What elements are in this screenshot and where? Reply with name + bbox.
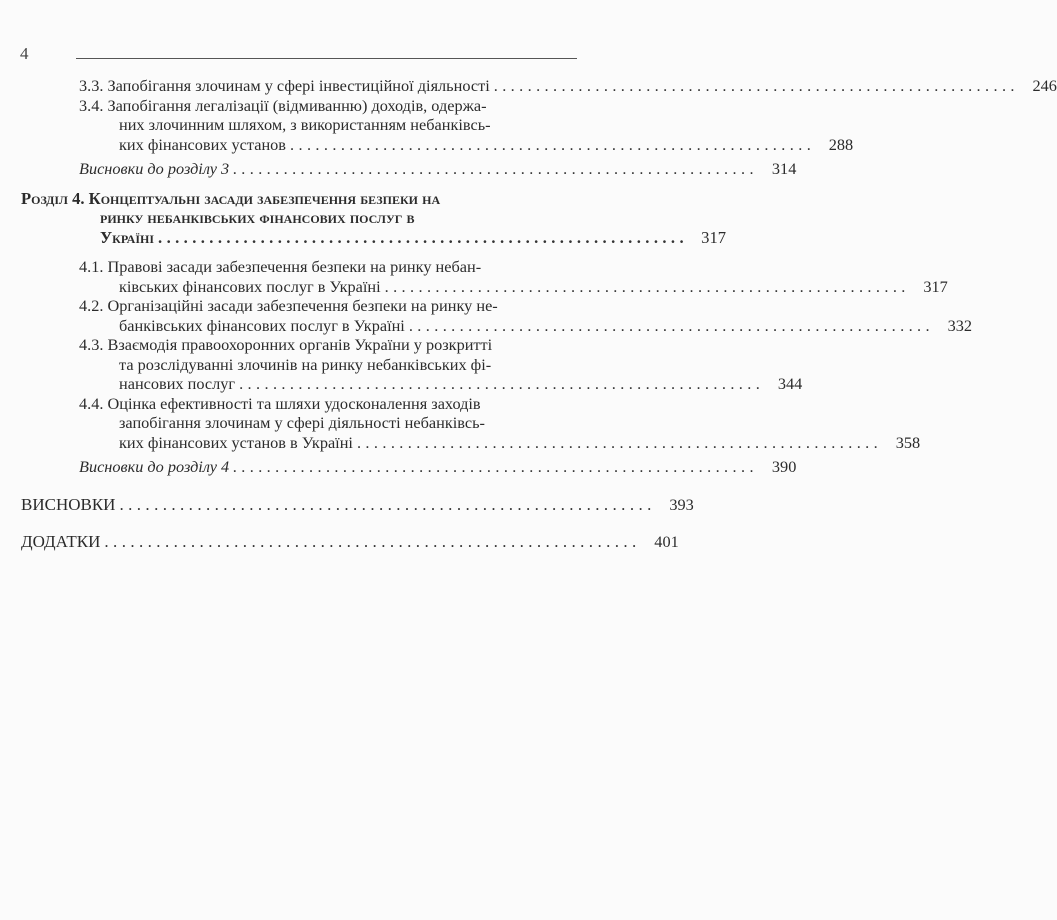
toc-entry-appendices[interactable] xyxy=(21,532,679,552)
table-of-contents xyxy=(0,76,1057,552)
toc-page-number: 314 xyxy=(771,159,797,178)
toc-entry-4-2[interactable] xyxy=(79,296,972,335)
toc-entry-title-line: ких фінансових установ xyxy=(119,134,286,154)
toc-entry-title: ДОДАТКИ xyxy=(21,532,101,551)
dot-leader: .............................................................. xyxy=(493,76,1019,95)
toc-entry-title-line: 4.2. Організаційні засади забезпечення безпеки на ринку не- xyxy=(79,296,498,315)
toc-page-number: 393 xyxy=(669,494,694,514)
toc-page-number: 390 xyxy=(771,457,797,476)
toc-entry-title-line: них злочинним шляхом, з використанням небанківсь- xyxy=(119,115,491,134)
toc-entry-title-line: 4.4. Оцінка ефективності та шляхи удосконалення заходів xyxy=(79,393,481,413)
toc-entry-3-4[interactable] xyxy=(79,95,854,155)
toc-entry-4-3[interactable] xyxy=(79,335,803,394)
toc-entry-title-line: запобігання злочинам у сфері діяльності небанківсь- xyxy=(119,413,485,432)
toc-entry-conclusions-4[interactable] xyxy=(79,457,797,477)
toc-entry-title-line: 3.4. Запобігання легалізації (відмиванню) доходів, одержа- xyxy=(79,95,487,115)
toc-page-number: 288 xyxy=(828,134,854,154)
toc-entry-title: 3.3. Запобігання злочинам у сфері інвестиційної діяльності xyxy=(79,76,490,95)
header-rule xyxy=(76,58,577,59)
toc-entry-conclusions-3[interactable] xyxy=(79,159,797,179)
dot-leader: .............................................................. xyxy=(233,159,759,178)
dot-leader: .............................................................. xyxy=(408,315,934,335)
toc-entry-title: Висновки до розділу 3 xyxy=(79,159,230,178)
dot-leader: .............................................................. xyxy=(158,227,689,247)
toc-entry-chapter-4[interactable] xyxy=(21,188,727,248)
dot-leader: .............................................................. xyxy=(239,374,765,393)
toc-entry-title-line: 4.3. Взаємодія правоохоронних органів України у розкритті xyxy=(79,335,493,354)
toc-entry-title-line: банківських фінансових послуг в Україні xyxy=(119,315,405,335)
toc-page-number: 358 xyxy=(895,432,921,452)
toc-page-number: 246 xyxy=(1032,76,1057,95)
toc-page-number: 344 xyxy=(777,374,803,393)
toc-page-number: 317 xyxy=(701,227,727,247)
toc-entry-4-4[interactable] xyxy=(79,393,921,453)
toc-page-number: 317 xyxy=(923,276,948,296)
toc-entry-conclusions[interactable] xyxy=(21,494,694,515)
dot-leader: .............................................................. xyxy=(384,276,910,296)
dot-leader: .............................................................. xyxy=(356,432,883,452)
toc-entry-3-3[interactable] xyxy=(79,76,1057,96)
toc-page-number: 332 xyxy=(947,315,972,335)
toc-entry-title-line: ківських фінансових послуг в Україні xyxy=(119,276,381,296)
page-number: 4 xyxy=(20,44,29,63)
toc-entry-4-1[interactable] xyxy=(79,257,948,296)
dot-leader: .............................................................. xyxy=(119,494,656,514)
toc-chapter-title-line: ринку небанківських фінансових послуг в xyxy=(100,208,415,227)
toc-entry-title-line: 4.1. Правові засади забезпечення безпеки на ринку небан- xyxy=(79,257,482,276)
toc-entry-title-line: ких фінансових установ в Україні xyxy=(119,432,353,452)
dot-leader: .............................................................. xyxy=(104,532,641,551)
toc-entry-title: ВИСНОВКИ xyxy=(21,494,116,514)
dot-leader: .............................................................. xyxy=(233,457,759,476)
toc-chapter-title-line: Розділ 4. Концептуальні засади забезпечення безпеки на xyxy=(21,188,441,208)
dot-leader: .............................................................. xyxy=(290,134,816,154)
toc-chapter-title-line: Україні xyxy=(100,227,155,247)
toc-entry-title: Висновки до розділу 4 xyxy=(79,457,230,476)
toc-entry-title-line: нансових послуг xyxy=(119,374,236,393)
toc-page-number: 401 xyxy=(654,532,679,551)
toc-entry-title-line: та розслідуванні злочинів на ринку небанківських фі- xyxy=(119,354,492,374)
